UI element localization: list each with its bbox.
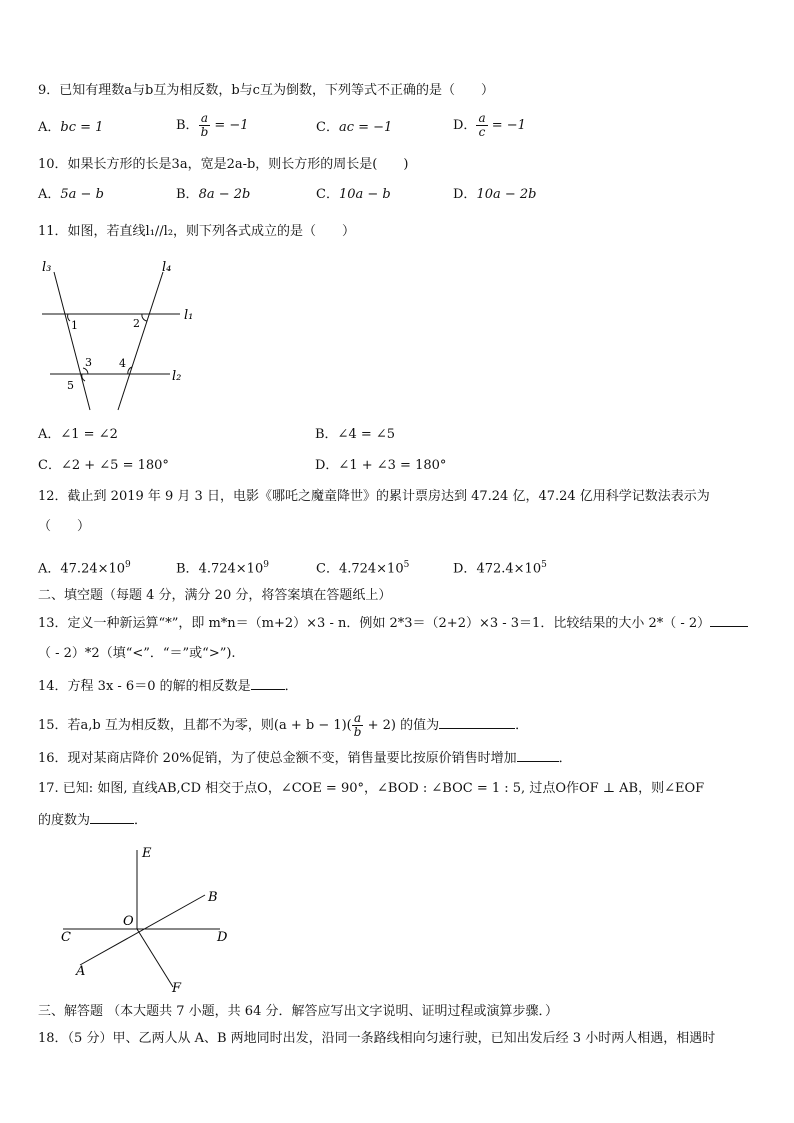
parallel-lines-figure bbox=[30, 252, 210, 417]
label-d: D bbox=[217, 930, 228, 945]
label-l4: l₄ bbox=[162, 260, 172, 275]
label-a: A bbox=[76, 964, 86, 979]
q18: 18．（5 分）甲、乙两人从 A、B 两地同时出发，沿同一条路线相向匀速行驶，已知出发后经 3 小时两人相遇，相遇时 bbox=[38, 1031, 716, 1046]
ray-of bbox=[137, 929, 173, 987]
q11-option-a: A．∠1 = ∠2 bbox=[38, 427, 118, 442]
q11-option-c: C．∠2 + ∠5 = 180° bbox=[38, 458, 169, 473]
q13-line2: （ - 2）*2（填“<”．“＝”或“>”). bbox=[38, 646, 236, 661]
angle-label-1: 1 bbox=[71, 319, 78, 332]
q10-option-a: A．5a − b bbox=[38, 187, 104, 202]
q11-option-b: B．∠4 = ∠5 bbox=[315, 427, 396, 442]
angle-arc-2 bbox=[142, 314, 147, 321]
label-o: O bbox=[123, 914, 134, 929]
q9-option-d: D． $\frac{a}{c}$ = −1 bbox=[453, 111, 526, 139]
q12-option-d: D．$472.4\times 10^5$ bbox=[453, 560, 547, 577]
label-l1: l₁ bbox=[184, 308, 194, 323]
q12-paren: （ ） bbox=[38, 519, 91, 534]
q12-option-c: C．$4.724\times 10^5$ bbox=[316, 560, 410, 577]
q11-stem: 11．如图，若直线l₁//l₂，则下列各式成立的是（ ） bbox=[38, 224, 356, 239]
q9-option-b: B． $\frac{a}{b}$ = −1 bbox=[176, 111, 249, 139]
label-c: C bbox=[61, 930, 71, 945]
q13-line1: 13．定义一种新运算“*”，即 m*n＝（m+2）×3 - n．例如 2*3＝（2+2）×3 - 3＝1．比较结果的大小 2*（ - 2） bbox=[38, 614, 748, 633]
q12-option-a: A．$47.24\times 10^9$ bbox=[38, 560, 131, 577]
label-e: E bbox=[142, 846, 152, 861]
q9-option-c: C．ac = −1 bbox=[316, 120, 393, 135]
q12-option-b: B．$4.724\times 10^9$ bbox=[176, 560, 269, 577]
line-ab bbox=[80, 895, 205, 965]
label-b: B bbox=[208, 890, 218, 905]
angle-label-4: 4 bbox=[119, 357, 126, 370]
q10-option-c: C．10a − b bbox=[316, 187, 391, 202]
q9-stem: 9．已知有理数a与b互为相反数，b与c互为倒数，下列等式不正确的是（ ） bbox=[38, 83, 494, 98]
q14: 14．方程 3x - 6＝0 的解的相反数是 ． bbox=[38, 679, 298, 694]
label-f: F bbox=[172, 981, 182, 996]
q17-line1: 17. 已知: 如图, 直线AB,CD 相交于点O，∠COE = 90°，∠BOD : ∠BOC = 1 : 5, 过点O作OF ⊥ AB，则∠EOF bbox=[38, 781, 705, 796]
q16: 16．现对某商店降价 20%促销，为了使总金额不变，销售量要比按原价销售时增加 ． bbox=[38, 751, 572, 766]
angle-label-3: 3 bbox=[85, 356, 92, 369]
label-l3: l₃ bbox=[42, 260, 52, 275]
angle-arc-1 bbox=[68, 314, 70, 321]
label-l2: l₂ bbox=[172, 369, 182, 384]
section-2-heading: 二、填空题（每题 4 分，满分 20 分，将答案填在答题纸上） bbox=[38, 588, 392, 603]
q10-option-d: D．10a − 2b bbox=[453, 187, 537, 202]
q12-stem: 12．截止到 2019 年 9 月 3 日，电影《哪吒之魔童降世》的累计票房达到 47.24 亿，47.24 亿用科学记数法表示为 bbox=[38, 489, 710, 504]
q15: 15．若a,b 互为相反数，且都不为零，则(a + b − 1)( $\frac{a}{b}$ + 2) 的值为 ． bbox=[38, 711, 529, 739]
q17-line2: 的度数为 ． bbox=[38, 813, 148, 828]
q9-option-a: A．bc = 1 bbox=[38, 120, 104, 135]
line-l4 bbox=[118, 272, 163, 410]
q10-stem: 10．如果长方形的长是3a，宽是2a-b，则长方形的周长是( ) bbox=[38, 157, 409, 172]
intersecting-lines-figure bbox=[55, 840, 245, 1000]
section-3-heading: 三、解答题 （本大题共 7 小题，共 64 分．解答应写出文字说明、证明过程或演算步骤．） bbox=[38, 1004, 558, 1019]
angle-label-2: 2 bbox=[133, 317, 140, 330]
angle-label-5: 5 bbox=[67, 379, 74, 392]
q11-option-d: D．∠1 + ∠3 = 180° bbox=[315, 458, 447, 473]
q10-option-b: B．8a − 2b bbox=[176, 187, 251, 202]
